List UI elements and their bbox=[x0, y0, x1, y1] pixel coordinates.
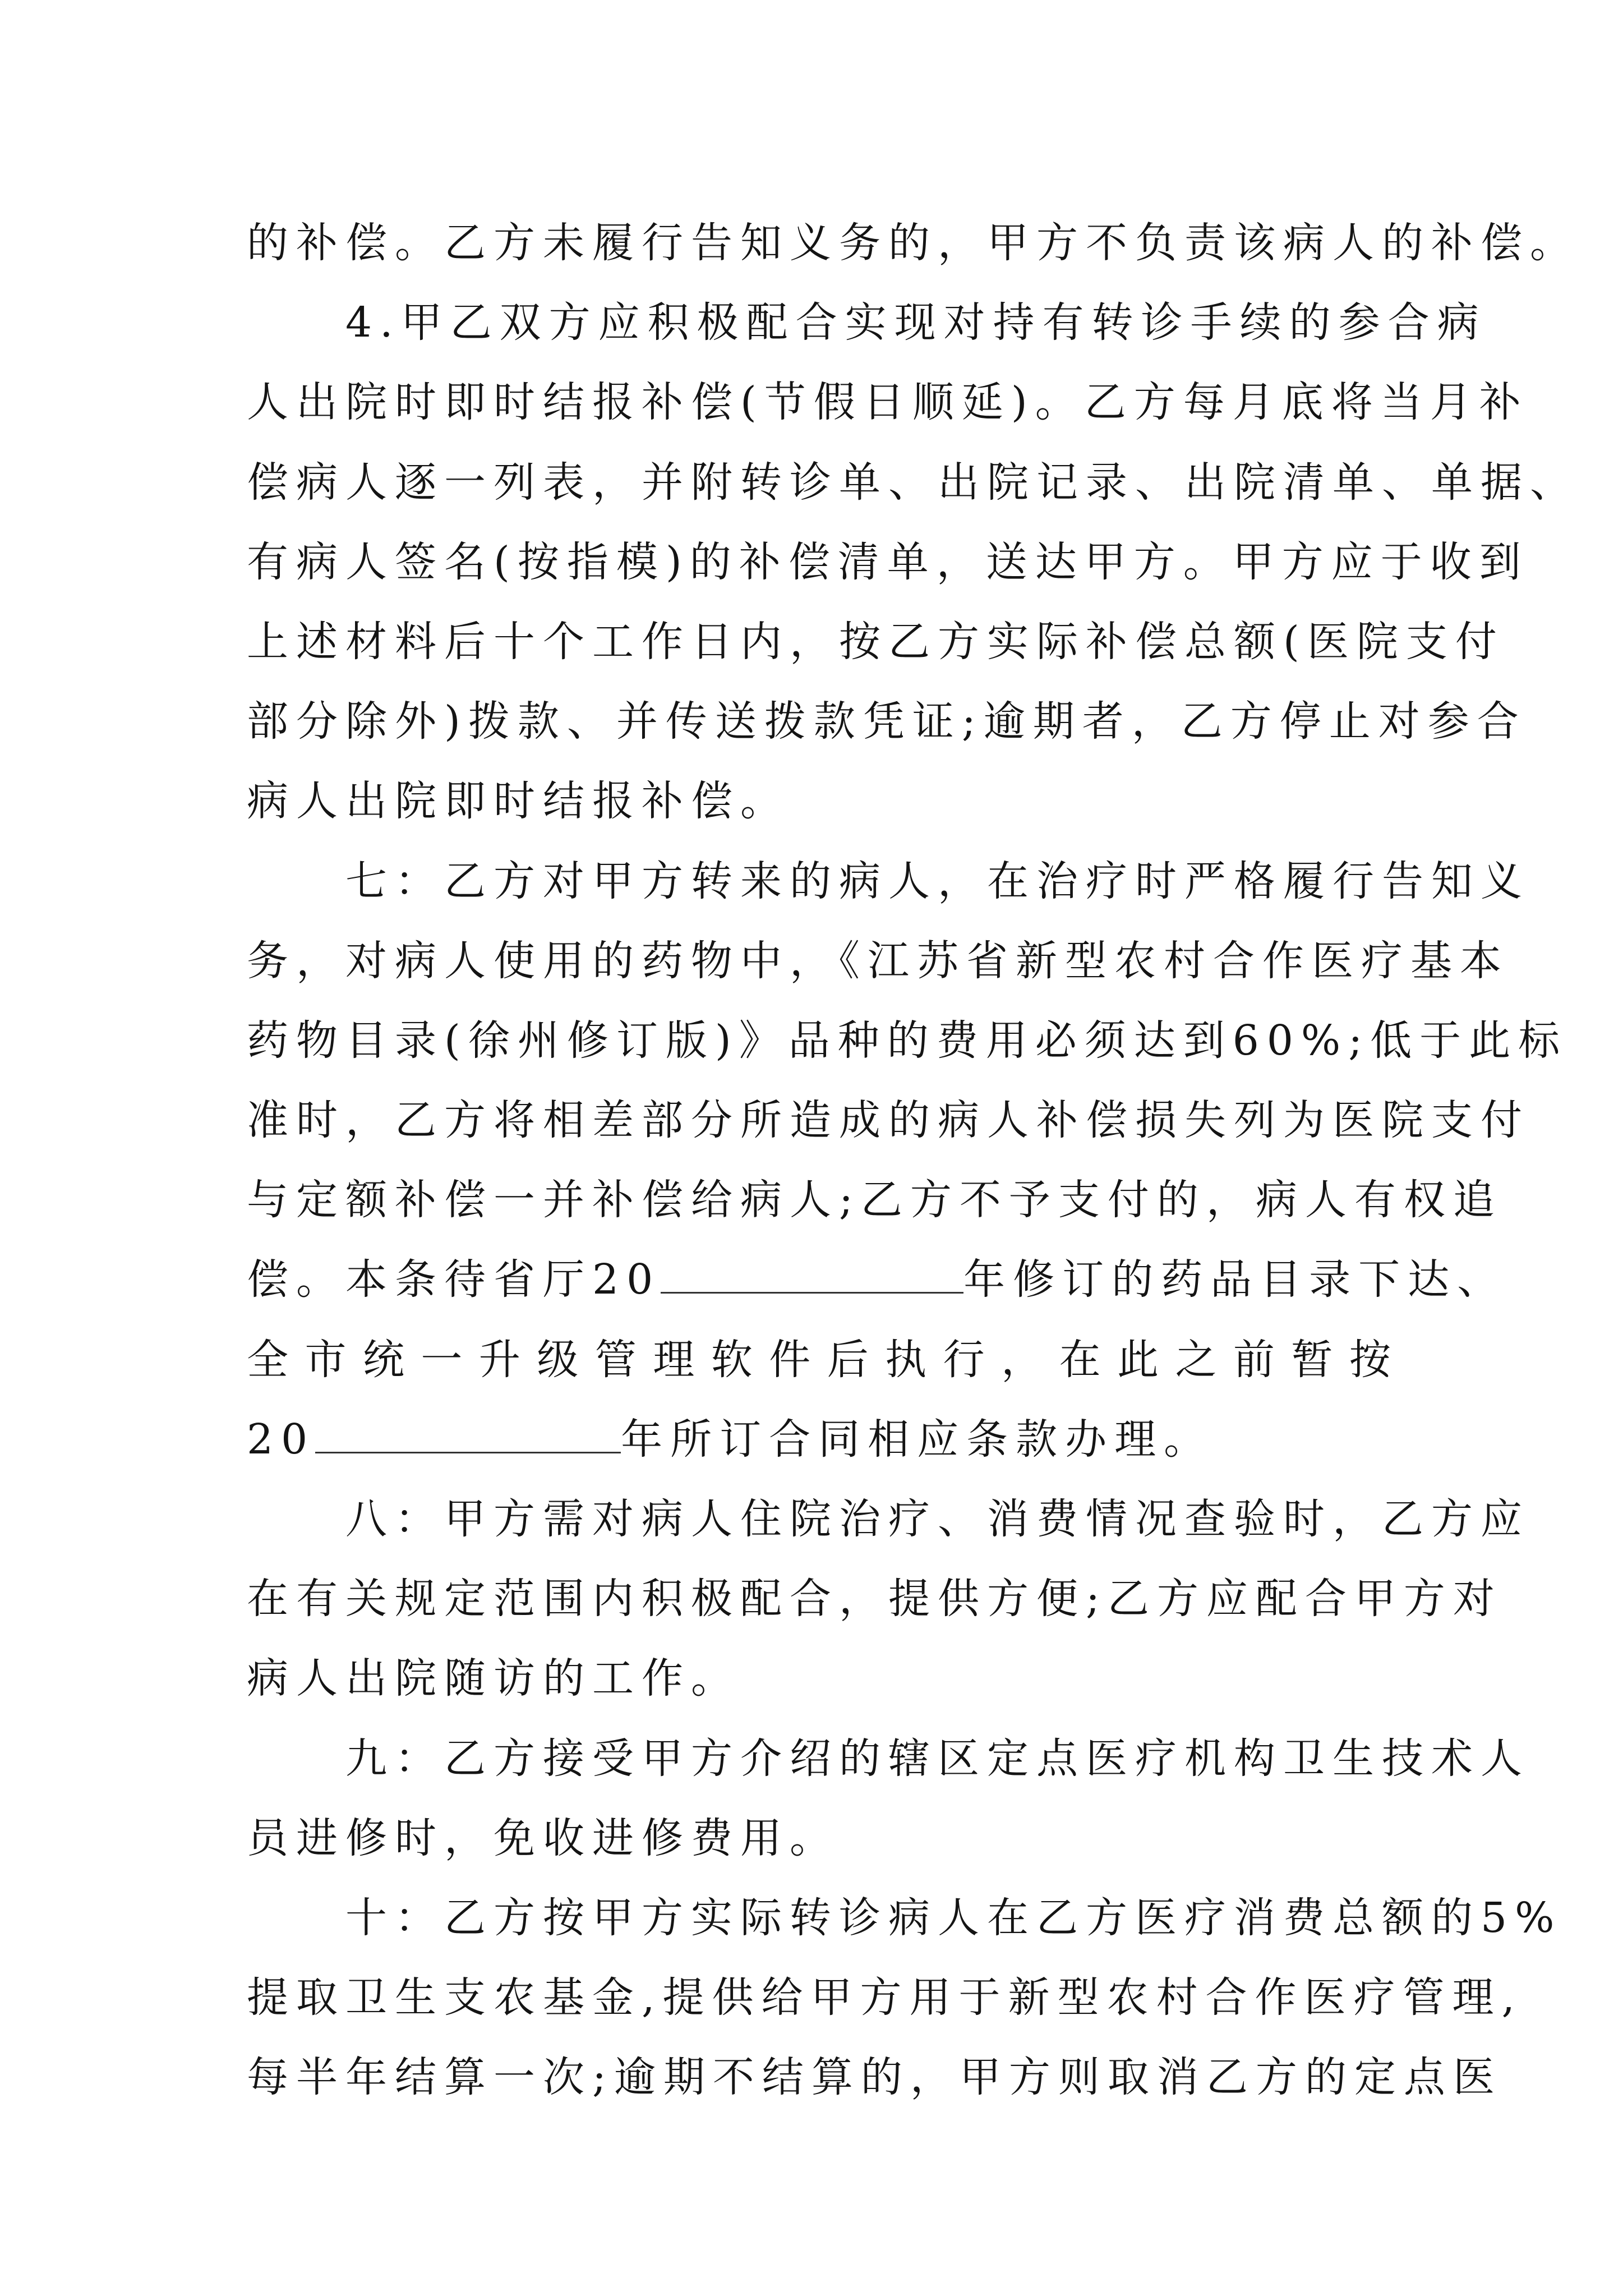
text-before-blank: 偿。本条待省厅20 bbox=[247, 1255, 661, 1304]
text-line: 的补偿。乙方未履行告知义务的，甲方不负责该病人的补偿。 bbox=[247, 219, 1579, 267]
char: 统 bbox=[362, 1335, 404, 1384]
char: 管 bbox=[594, 1335, 637, 1384]
char: 在 bbox=[1059, 1335, 1101, 1384]
document-page bbox=[247, 203, 1579, 2118]
text-line: 病人出院随访的工作。 bbox=[247, 1654, 740, 1703]
paragraph-seven-start: 七：乙方对甲方转来的病人，在治疗时严格履行告知义 bbox=[345, 857, 1530, 905]
text-line: 与定额补偿一并补偿给病人;乙方不予支付的，病人有权追 bbox=[247, 1176, 1502, 1225]
text-line: 有病人签名(按指模)的补偿清单，送达甲方。甲方应于收到 bbox=[247, 537, 1529, 586]
text-line: 在有关规定范围内积极配合，提供方便;乙方应配合甲方对 bbox=[247, 1575, 1502, 1623]
text-line: 偿病人逐一列表，并附转诊单、出院记录、出院清单、单据、 bbox=[247, 458, 1579, 507]
char: 暂 bbox=[1291, 1335, 1333, 1384]
text-line: 员进修时，免收进修费用。 bbox=[247, 1814, 839, 1862]
text-line-with-blank bbox=[247, 1240, 1507, 1319]
char: 执 bbox=[885, 1335, 927, 1384]
text-line: 准时，乙方将相差部分所造成的病人补偿损失列为医院支付 bbox=[247, 1096, 1530, 1145]
text-line: 部分除外)拨款、并传送拨款凭证;逾期者，乙方停止对参合 bbox=[247, 697, 1527, 746]
char: 全 bbox=[247, 1335, 288, 1384]
text-line: 上述材料后十个工作日内，按乙方实际补偿总额(医院支付 bbox=[247, 617, 1505, 666]
text-after-blank: 年所订合同相应条款办理。 bbox=[621, 1415, 1214, 1464]
text-line: 人出院时即时结报补偿(节假日顺延)。乙方每月底将当月补 bbox=[247, 378, 1529, 427]
text-line: 提取卫生支农基金,提供给甲方用于新型农村合作医疗管理, bbox=[247, 1973, 1523, 2022]
char: ， bbox=[1001, 1335, 1043, 1384]
char: 市 bbox=[305, 1335, 347, 1384]
char: 按 bbox=[1349, 1335, 1391, 1384]
paragraph-nine-start: 九：乙方接受甲方介绍的辖区定点医疗机构卫生技术人 bbox=[345, 1734, 1530, 1783]
text-before-blank: 20 bbox=[247, 1415, 316, 1464]
paragraph-eight-start: 八：甲方需对病人住院治疗、消费情况查验时，乙方应 bbox=[345, 1495, 1530, 1543]
char: 理 bbox=[653, 1335, 695, 1384]
char: 件 bbox=[769, 1335, 811, 1384]
justified-line bbox=[247, 1320, 1391, 1400]
char: 一 bbox=[421, 1335, 463, 1384]
text-line: 每半年结算一次;逾期不结算的，甲方则取消乙方的定点医 bbox=[247, 2053, 1502, 2102]
text-line-with-blank bbox=[247, 1400, 1391, 1479]
text-after-blank: 年修订的药品目录下达、 bbox=[963, 1255, 1507, 1304]
char: 后 bbox=[827, 1335, 869, 1384]
paragraph-ten-start: 十：乙方按甲方实际转诊病人在乙方医疗消费总额的5% bbox=[345, 1893, 1562, 1942]
text-line: 务，对病人使用的药物中，《江苏省新型农村合作医疗基本 bbox=[247, 936, 1509, 985]
char: 前 bbox=[1233, 1335, 1275, 1384]
char: 之 bbox=[1175, 1335, 1217, 1384]
fill-in-blank bbox=[315, 1419, 621, 1453]
text-line: 药物目录(徐州修订版)》品种的费用必须达到60%;低于此标 bbox=[247, 1016, 1568, 1065]
char: 行 bbox=[943, 1335, 985, 1384]
char: 级 bbox=[537, 1335, 579, 1384]
char: 软 bbox=[711, 1335, 753, 1384]
paragraph-item-4-start: 4.甲乙双方应积极配合实现对持有转诊手续的参合病 bbox=[345, 298, 1487, 347]
char: 此 bbox=[1117, 1335, 1159, 1384]
char: 升 bbox=[478, 1335, 520, 1384]
text-line: 病人出院即时结报补偿。 bbox=[247, 777, 790, 826]
fill-in-blank bbox=[661, 1259, 963, 1294]
